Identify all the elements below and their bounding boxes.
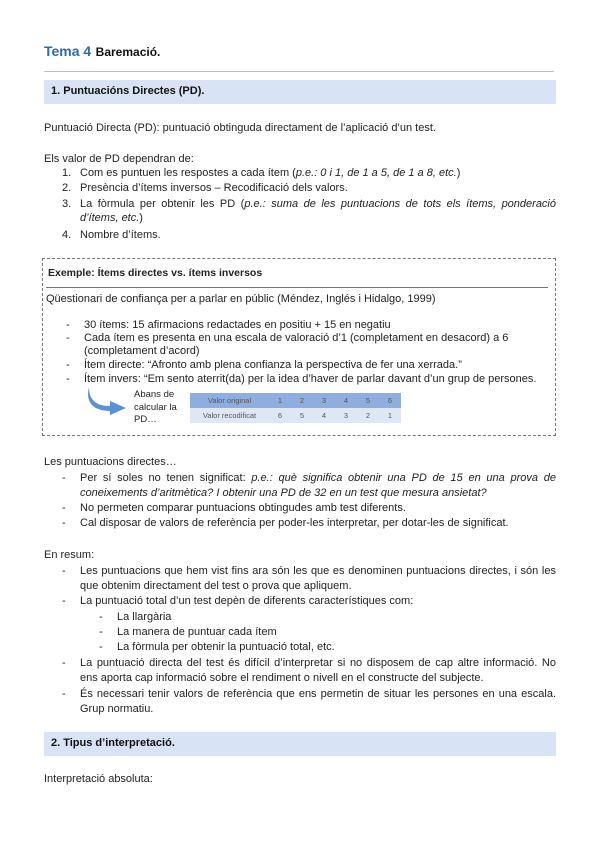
recode-table-row-recoded	[190, 408, 401, 423]
resum-bullet-2: La puntuació total d’un test depèn de diferents característiques com:	[80, 595, 414, 607]
example-bullet-1: 30 ítems: 15 afirmacions redactades en positiu + 15 en negatiu	[84, 319, 391, 331]
puntuacions-bullet-1-text: Per sí soles no tenen significat:	[80, 472, 252, 484]
valors-item-1-num: 1.	[62, 167, 72, 179]
example-bullet-4: Ítem invers: “Em sento aterrit(da) per la idea d’haver de parlar davant d’un grup de persones.	[84, 373, 537, 385]
valors-intro: Els valor de PD dependran de:	[44, 153, 194, 165]
resum-sub-3-dash: -	[99, 641, 103, 653]
resum-bullet-2-dash: -	[62, 595, 66, 607]
recode-cell: 6	[379, 393, 401, 408]
page-title	[44, 43, 160, 61]
resum-bullet-4-line-1: És necessari tenir valors de referència que ens permetin de situar les persones en una escala.	[80, 688, 556, 700]
recode-cell: 4	[335, 393, 357, 408]
example-bullet-3: Ítem directe: “Afronto amb plena confianza la perspectiva de fer una xerrada.”	[84, 359, 462, 371]
example-title-divider	[46, 287, 548, 288]
example-source: Qüestionari de confiança per a parlar en públic (Méndez, Inglés i Hidalgo, 1999)	[46, 293, 436, 305]
tema-label: Tema 4	[44, 43, 92, 59]
note-line-1: Abans de	[134, 389, 175, 400]
puntuacions-bullet-1-line-2	[80, 486, 487, 501]
puntuacions-bullet-1-dash: -	[62, 472, 66, 484]
interpretacio-absoluta: Interpretació absoluta:	[44, 773, 153, 785]
valors-item-2: Presència d’ítems inversos – Recodificació dels valors.	[80, 182, 348, 194]
valors-item-2-num: 2.	[62, 182, 72, 194]
pd-definition-text: : puntuació obtinguda directament de l’aplicació d’un test.	[156, 122, 436, 134]
puntuacions-bullet-3-dash: -	[62, 517, 66, 529]
example-bullet-2-dash: -	[66, 332, 70, 344]
recode-cell: 2	[357, 408, 379, 423]
resum-sub-1-dash: -	[99, 611, 103, 623]
valors-item-1-example: p.e.: 0 i 1, de 1 a 5, de 1 a 8, etc.	[295, 167, 457, 179]
resum-sub-1: La llargària	[117, 611, 172, 623]
pd-definition-term: Puntuació Directa (PD)	[44, 122, 157, 134]
valors-item-1	[80, 166, 460, 181]
title-divider	[44, 71, 554, 72]
recode-cell: 5	[291, 408, 313, 423]
recode-cell: 3	[335, 408, 357, 423]
recode-table	[190, 393, 401, 423]
recode-cell: 1	[269, 393, 291, 408]
resum-bullet-4-dash: -	[62, 688, 66, 700]
recode-cell: 2	[291, 393, 313, 408]
valors-item-3-num: 3.	[62, 198, 72, 210]
recode-cell: 5	[357, 393, 379, 408]
valors-item-3-example: p.e.: suma de les puntuacions de tots els ítems, ponderació	[244, 198, 556, 210]
note-line-3: PD…	[134, 414, 157, 425]
curved-arrow-icon	[86, 386, 132, 416]
valors-item-3-line-1	[80, 197, 556, 212]
valors-item-3-text: La fòrmula per obtenir les PD (	[80, 198, 245, 210]
recode-cell: 4	[313, 408, 335, 423]
section-heading-1-text: 1. Puntuacións Directes (PD).	[51, 85, 205, 97]
valors-item-3-line-2	[80, 211, 143, 226]
recode-cell: 3	[313, 393, 335, 408]
note-before-pd	[134, 389, 177, 427]
resum-sub-3: La fòrmula per obtenir la puntuació total, etc.	[117, 641, 335, 653]
example-bullet-2-line-2: (completament d’acord)	[84, 345, 200, 357]
resum-bullet-3-line-1: La puntuació directa del test és difícil d’interpretar si no disposem de cap altre informació. No	[80, 657, 556, 669]
resum-bullet-1-line-2: que obtenim directament del test o prova que apliquem.	[80, 580, 352, 592]
example-bullet-4-dash: -	[66, 373, 70, 385]
recode-row-label: Valor original	[190, 393, 269, 408]
resum-sub-2: La manera de puntuar cada ítem	[117, 626, 277, 638]
puntuacions-intro: Les puntuacions directes…	[44, 456, 177, 468]
example-bullet-3-dash: -	[66, 359, 70, 371]
resum-sub-2-dash: -	[99, 626, 103, 638]
valors-item-4-num: 4.	[62, 229, 72, 241]
resum-bullet-3-dash: -	[62, 657, 66, 669]
recode-cell: 1	[379, 408, 401, 423]
section-heading-2	[44, 732, 556, 756]
puntuacions-bullet-1-example: p.e.: què significa obtenir una PD de 15 en una prova de	[251, 472, 556, 484]
recode-cell: 6	[269, 408, 291, 423]
pd-definition	[44, 121, 436, 136]
puntuacions-bullet-1-line-1	[80, 471, 556, 486]
example-title: Exemple: Ítems directes vs. ítems inversos	[48, 267, 263, 279]
valors-item-1-close: )	[456, 167, 461, 179]
example-bullet-1-dash: -	[66, 319, 70, 331]
puntuacions-bullet-3: Cal disposar de valors de referència per poder-les interpretar, per dotar-les de significat.	[80, 517, 509, 529]
valors-item-3-example-end: d’ítems, etc.	[80, 212, 140, 224]
puntuacions-bullet-2: No permeten comparar puntuacions obtingudes amb test diferents.	[80, 502, 406, 514]
tema-title: Baremació.	[95, 45, 161, 59]
recode-row-label: Valor recodificat	[190, 408, 269, 423]
valors-item-1-text: Com es puntuen les respostes a cada ítem (	[80, 167, 296, 179]
section-heading-1	[44, 80, 556, 104]
puntuacions-bullet-1-example-end: coneixements d’aritmètica? I obtenir una PD de 32 en un test que mesura ansietat?	[80, 487, 487, 499]
resum-bullet-1-line-1: Les puntuacions que hem vist fins ara són les que es denominen puntuacions directes, i són les	[80, 565, 556, 577]
valors-item-4: Nombre d’ítems.	[80, 229, 161, 241]
resum-intro: En resum:	[44, 549, 95, 561]
puntuacions-bullet-2-dash: -	[62, 502, 66, 514]
recode-table-row-original	[190, 393, 401, 408]
note-line-2: calcular la	[134, 401, 177, 413]
resum-bullet-3-line-2: ens aporta cap informació sobre el rendiment o nivell en el constructe del subjecte.	[80, 672, 484, 684]
resum-bullet-4-line-2: Grup normatiu.	[80, 703, 154, 715]
resum-bullet-1-dash: -	[62, 565, 66, 577]
example-bullet-2-line-1: Cada ítem es presenta en una escala de valoració d’1 (completament en desacord) a 6	[84, 332, 509, 344]
valors-item-3-close: )	[139, 212, 143, 224]
section-heading-2-text: 2. Tipus d’interpretació.	[51, 737, 175, 749]
